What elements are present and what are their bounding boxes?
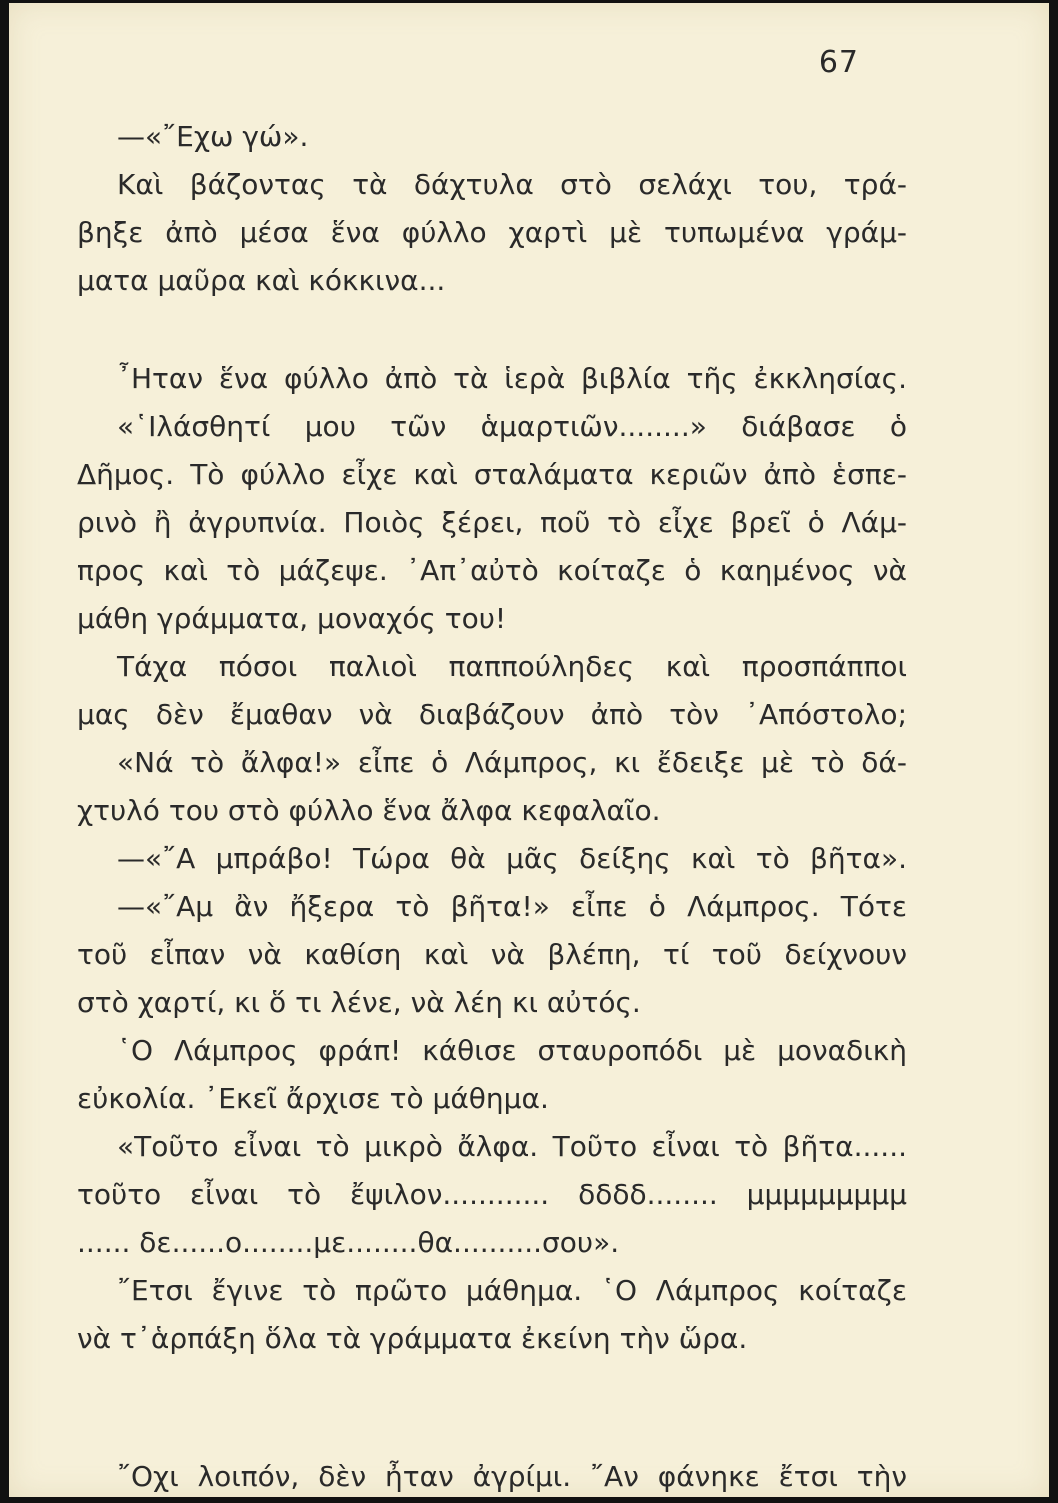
text-line: ρινὸ ἢ ἀγρυπνία. Ποιὸς ξέρει, ποῦ τὸ εἶχε βρεῖ ὁ Λάμ- xyxy=(77,506,907,539)
text-line: στὸ χαρτί, κι ὅ τι λένε, νὰ λέη κι αὐτός. xyxy=(77,986,641,1019)
page-number: 67 xyxy=(818,45,859,80)
text-line: ματα μαῦρα καὶ κόκκινα... xyxy=(77,264,446,297)
text-line: τοῦτο εἶναι τὸ ἔψιλον............ δδδδ........ μμμμμμμμμ xyxy=(77,1178,907,1211)
text-line: —«῎Εχω γώ». xyxy=(117,120,309,153)
paragraph-gap xyxy=(77,305,907,355)
text-line: Καὶ βάζοντας τὰ δάχτυλα στὸ σελάχι του, τρά- xyxy=(117,168,907,201)
text-line: ῎Οχι λοιπόν, δὲν ἦταν ἀγρίμι. ῎Αν φάνηκε ἔτσι τὴν xyxy=(117,1460,907,1493)
text-line: μας δὲν ἔμαθαν νὰ διαβάζουν ἀπὸ τὸν ᾿Απόστολο; xyxy=(77,698,907,731)
text-line: «Τοῦτο εἶναι τὸ μικρὸ ἄλφα. Τοῦτο εἶναι τὸ βῆτα...... xyxy=(117,1130,907,1163)
text-line: —«῎Αμ ἂν ἤξερα τὸ βῆτα!» εἶπε ὁ Λάμπρος. Τότε xyxy=(117,890,907,923)
body-text xyxy=(77,113,907,1497)
text-line: μάθη γράμματα, μοναχός του! xyxy=(77,602,507,635)
text-line: προς καὶ τὸ μάζεψε. ᾿Απ᾿αὐτὸ κοίταζε ὁ καημένος νὰ xyxy=(77,554,907,587)
text-line: ῾Ο Λάμπρος φράπ! κάθισε σταυροπόδι μὲ μοναδικὴ xyxy=(117,1034,907,1067)
text-line: βηξε ἀπὸ μέσα ἕνα φύλλο χαρτὶ μὲ τυπωμένα γράμ- xyxy=(77,216,907,249)
text-line: «Νά τὸ ἄλφα!» εἶπε ὁ Λάμπρος, κι ἔδειξε μὲ τὸ δά- xyxy=(117,746,907,779)
book-page xyxy=(9,3,1049,1497)
text-line: Δῆμος. Τὸ φύλλο εἶχε καὶ σταλάματα κεριῶν ἀπὸ ἑσπε- xyxy=(77,458,907,491)
text-line: —«῎Α μπράβο! Τώρα θὰ μᾶς δείξης καὶ τὸ βῆτα». xyxy=(117,842,907,875)
text-line: ...... δε......ο........με........θα..........σου». xyxy=(77,1226,620,1259)
text-line: ῏Ηταν ἕνα φύλλο ἀπὸ τὰ ἱερὰ βιβλία τῆς ἐκκλησίας. xyxy=(117,362,907,395)
text-line: Τάχα πόσοι παλιοὶ παππούληδες καὶ προσπάπποι xyxy=(117,650,907,683)
text-line: τοῦ εἶπαν νὰ καθίση καὶ νὰ βλέπη, τί τοῦ δείχνουν xyxy=(77,938,907,971)
text-line: νὰ τ᾿ἁρπάξη ὅλα τὰ γράμματα ἐκείνη τὴν ὥρα. xyxy=(77,1322,748,1355)
text-line: εὐκολία. ᾿Εκεῖ ἄρχισε τὸ μάθημα. xyxy=(77,1082,549,1115)
text-line: «῾Ιλάσθητί μου τῶν ἁμαρτιῶν........» διάβασε ὁ xyxy=(117,410,907,443)
text-line: ῎Ετσι ἔγινε τὸ πρῶτο μάθημα. ῾Ο Λάμπρος κοίταζε xyxy=(117,1274,907,1307)
paragraph-gap xyxy=(77,1363,907,1453)
text-line: χτυλό του στὸ φύλλο ἕνα ἄλφα κεφαλαῖο. xyxy=(77,794,661,827)
